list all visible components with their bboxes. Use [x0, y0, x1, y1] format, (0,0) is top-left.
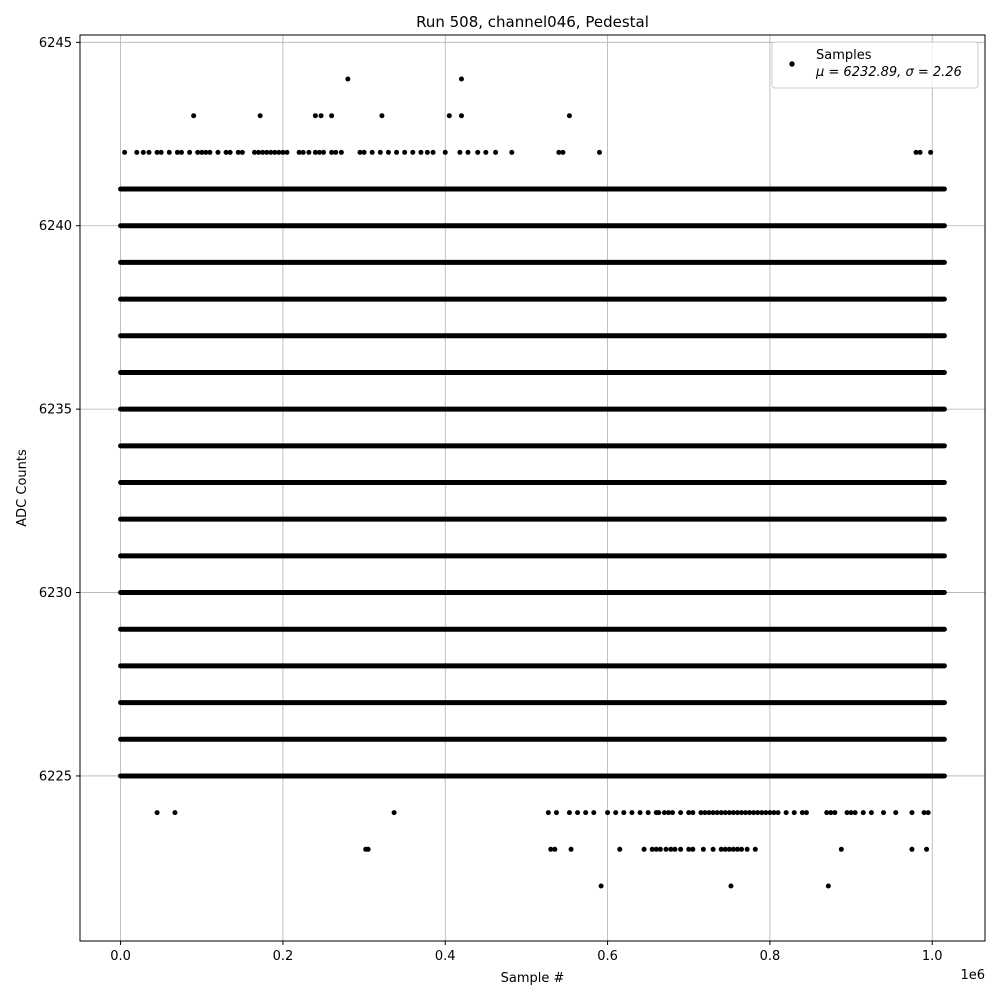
- y-tick-label: 6245: [38, 35, 72, 51]
- sample-point: [447, 113, 452, 118]
- sample-point: [575, 810, 580, 815]
- sample-point: [191, 113, 196, 118]
- sample-point: [605, 810, 610, 815]
- sample-point: [792, 810, 797, 815]
- sample-point: [146, 150, 151, 155]
- sample-point: [410, 150, 415, 155]
- sample-point: [690, 847, 695, 852]
- sample-point: [893, 810, 898, 815]
- sample-point: [258, 113, 263, 118]
- sample-point: [159, 150, 164, 155]
- legend-marker: [789, 61, 794, 66]
- sample-point: [362, 150, 367, 155]
- sample-point: [554, 810, 559, 815]
- x-tick-label: 0.4: [434, 949, 456, 964]
- sample-point: [621, 810, 626, 815]
- x-tick-label: 1.0: [921, 949, 943, 964]
- sample-point: [431, 150, 436, 155]
- sample-point: [569, 847, 574, 852]
- sample-point: [370, 150, 375, 155]
- sample-point: [784, 810, 789, 815]
- sample-point: [567, 113, 572, 118]
- sample-point: [656, 810, 661, 815]
- sample-point: [179, 150, 184, 155]
- sample-point: [728, 883, 733, 888]
- x-axis-offset-text: 1e6: [960, 968, 985, 983]
- sample-point: [167, 150, 172, 155]
- chart-title: Run 508, channel046, Pedestal: [416, 13, 649, 31]
- sample-point: [228, 150, 233, 155]
- sample-point: [402, 150, 407, 155]
- sample-point: [567, 810, 572, 815]
- sample-point: [443, 150, 448, 155]
- sample-point: [583, 810, 588, 815]
- sample-point: [591, 810, 596, 815]
- sample-point: [839, 847, 844, 852]
- sample-point: [394, 150, 399, 155]
- sample-point: [141, 150, 146, 155]
- sample-point: [690, 810, 695, 815]
- y-tick-label: 6230: [38, 586, 72, 602]
- sample-point: [379, 113, 384, 118]
- sample-point: [597, 150, 602, 155]
- sample-point: [745, 847, 750, 852]
- x-axis-label: Sample #: [500, 971, 565, 986]
- sample-point: [599, 883, 604, 888]
- sample-point: [711, 847, 716, 852]
- sample-point: [465, 150, 470, 155]
- sample-point: [392, 810, 397, 815]
- legend-stats: μ = 6232.89, σ = 2.26: [816, 65, 962, 80]
- sample-point: [333, 150, 338, 155]
- sample-point: [345, 77, 350, 82]
- sample-point: [207, 150, 212, 155]
- sample-point: [386, 150, 391, 155]
- sample-point: [240, 150, 245, 155]
- sample-point: [187, 150, 192, 155]
- sample-point: [313, 113, 318, 118]
- sample-point: [457, 150, 462, 155]
- sample-point: [861, 810, 866, 815]
- sample-point: [832, 810, 837, 815]
- sample-point: [804, 810, 809, 815]
- sample-point: [418, 150, 423, 155]
- sample-point: [909, 847, 914, 852]
- legend: [772, 42, 978, 88]
- sample-point: [319, 113, 324, 118]
- sample-point: [918, 150, 923, 155]
- sample-point: [739, 847, 744, 852]
- y-tick-label: 6225: [38, 769, 72, 785]
- sample-point: [301, 150, 306, 155]
- sample-point: [378, 150, 383, 155]
- sample-point: [642, 847, 647, 852]
- sample-point: [475, 150, 480, 155]
- y-axis-label: ADC Counts: [15, 449, 30, 527]
- x-tick-label: 0.6: [597, 949, 618, 964]
- sample-point: [678, 810, 683, 815]
- sample-point: [122, 150, 127, 155]
- sample-point: [425, 150, 430, 155]
- sample-point: [617, 847, 622, 852]
- sample-point: [826, 883, 831, 888]
- sample-point: [483, 150, 488, 155]
- sample-point: [613, 810, 618, 815]
- sample-point: [459, 113, 464, 118]
- x-tick-label: 0.8: [759, 949, 781, 964]
- sample-point: [215, 150, 220, 155]
- sample-point: [284, 150, 289, 155]
- x-tick-label: 0.2: [272, 949, 294, 964]
- y-tick-label: 6235: [38, 402, 72, 418]
- x-tick-label: 0.0: [110, 949, 131, 964]
- sample-point: [629, 810, 634, 815]
- sample-point: [701, 847, 706, 852]
- sample-point: [366, 847, 371, 852]
- sample-point: [753, 847, 758, 852]
- sample-point: [509, 150, 514, 155]
- sample-point: [646, 810, 651, 815]
- sample-point: [853, 810, 858, 815]
- sample-point: [134, 150, 139, 155]
- sample-point: [881, 810, 886, 815]
- sample-point: [321, 150, 326, 155]
- sample-point: [869, 810, 874, 815]
- y-tick-label: 6240: [38, 219, 72, 235]
- sample-point: [924, 847, 929, 852]
- sample-point: [552, 847, 557, 852]
- sample-point: [155, 810, 160, 815]
- sample-point: [776, 810, 781, 815]
- sample-point: [672, 847, 677, 852]
- sample-point: [459, 77, 464, 82]
- sample-point: [658, 847, 663, 852]
- sample-point: [329, 113, 334, 118]
- sample-point: [926, 810, 931, 815]
- sample-point: [928, 150, 933, 155]
- sample-point: [546, 810, 551, 815]
- sample-point: [560, 150, 565, 155]
- legend-series-name: Samples: [816, 48, 872, 63]
- sample-point: [493, 150, 498, 155]
- sample-point: [664, 847, 669, 852]
- sample-point: [678, 847, 683, 852]
- sample-point: [638, 810, 643, 815]
- sample-point: [172, 810, 177, 815]
- sample-point: [339, 150, 344, 155]
- sample-point: [670, 810, 675, 815]
- sample-point: [306, 150, 311, 155]
- sample-point: [909, 810, 914, 815]
